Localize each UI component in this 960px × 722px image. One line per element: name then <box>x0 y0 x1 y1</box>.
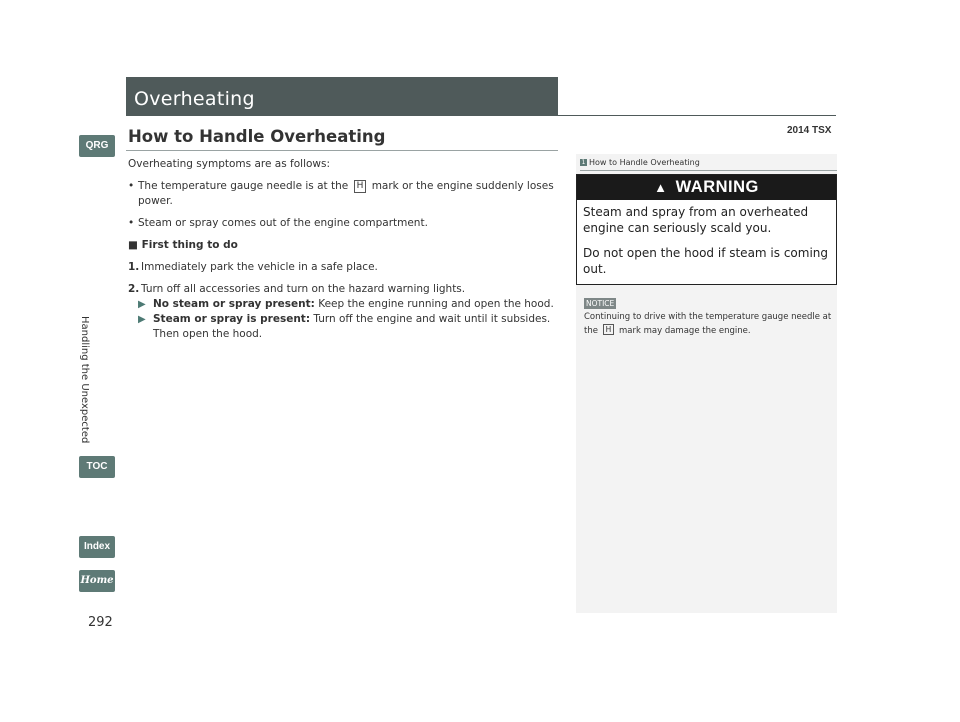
home-tab[interactable] <box>79 570 115 592</box>
notice-text-pre: Continuing to drive with the temperature gauge needle at the <box>584 312 832 336</box>
warning-line: Do not open the hood if steam is coming out. <box>583 246 829 276</box>
toc-tab[interactable]: TOC <box>79 456 115 478</box>
sub-step-item <box>138 312 558 342</box>
section-title: How to Handle Overheating <box>128 127 386 146</box>
warning-body <box>577 200 836 277</box>
chapter-title: Overheating <box>134 88 255 110</box>
notice-text <box>584 311 834 338</box>
main-content <box>128 157 558 342</box>
qrg-tab[interactable]: QRG <box>79 135 115 157</box>
notice-text-post: mark may damage the engine. <box>619 326 751 336</box>
warning-box <box>576 174 837 285</box>
step-text: Turn off all accessories and turn on the hazard warning lights. <box>141 283 466 295</box>
bullet-icon: • <box>128 180 135 192</box>
bullet-text-post: mark or the engine suddenly loses power. <box>138 180 554 207</box>
step-text: Immediately park the vehicle in a safe place. <box>141 261 378 273</box>
gauge-h-icon: H <box>354 180 367 193</box>
step-item <box>128 282 558 297</box>
index-tab[interactable]: Index <box>79 536 115 558</box>
warning-title: WARNING <box>675 178 759 196</box>
sidebar-heading-text: How to Handle Overheating <box>589 158 700 167</box>
bullet-text-pre: The temperature gauge needle is at the <box>138 180 349 192</box>
section-divider <box>126 150 558 151</box>
list-item <box>128 179 558 209</box>
sub-step-label: Steam or spray is present: <box>153 313 311 325</box>
gauge-h-icon: H <box>603 324 615 335</box>
bullet-text <box>138 179 558 209</box>
sub-step-body: Turn off the engine and wait until it subsides. Then open the hood. <box>153 313 551 340</box>
subheading <box>128 238 558 253</box>
warning-line: Steam and spray from an overheated engine can seriously scald you. <box>583 205 809 235</box>
bullet-icon: • <box>128 217 135 229</box>
sub-step-label: No steam or spray present: <box>153 298 315 310</box>
notice-badge: NOTICE <box>586 299 615 308</box>
chapter-side-label: Handling the Unexpected <box>79 316 90 444</box>
warning-triangle-icon: ▲ <box>654 180 668 195</box>
square-icon: ■ <box>128 239 138 251</box>
intro-text: Overheating symptoms are as follows: <box>128 158 331 170</box>
warning-title-bar <box>577 175 836 200</box>
arrow-right-icon: ▶ <box>138 314 146 325</box>
home-label: Home <box>80 575 114 586</box>
model-label: 2014 TSX <box>787 125 832 136</box>
bullet-text: Steam or spray comes out of the engine compartment. <box>138 217 428 229</box>
list-item <box>128 216 558 231</box>
sub-step-text <box>153 312 558 342</box>
header-divider <box>126 115 836 116</box>
page-header <box>126 77 558 115</box>
sub-step-body: Keep the engine running and open the hood. <box>318 298 554 310</box>
arrow-right-icon: ▶ <box>138 299 146 310</box>
step-item <box>128 260 558 275</box>
sub-step-item <box>138 297 558 312</box>
step-number: 1. <box>128 261 140 273</box>
reference-marker: 1 <box>581 159 586 166</box>
sidebar-heading <box>580 158 700 167</box>
subheading-text: First thing to do <box>141 239 238 251</box>
step-number: 2. <box>128 283 140 295</box>
sidebar-panel <box>576 154 837 613</box>
page-number: 292 <box>88 615 113 630</box>
sidebar-divider <box>580 170 837 171</box>
sub-step-text <box>153 297 554 312</box>
